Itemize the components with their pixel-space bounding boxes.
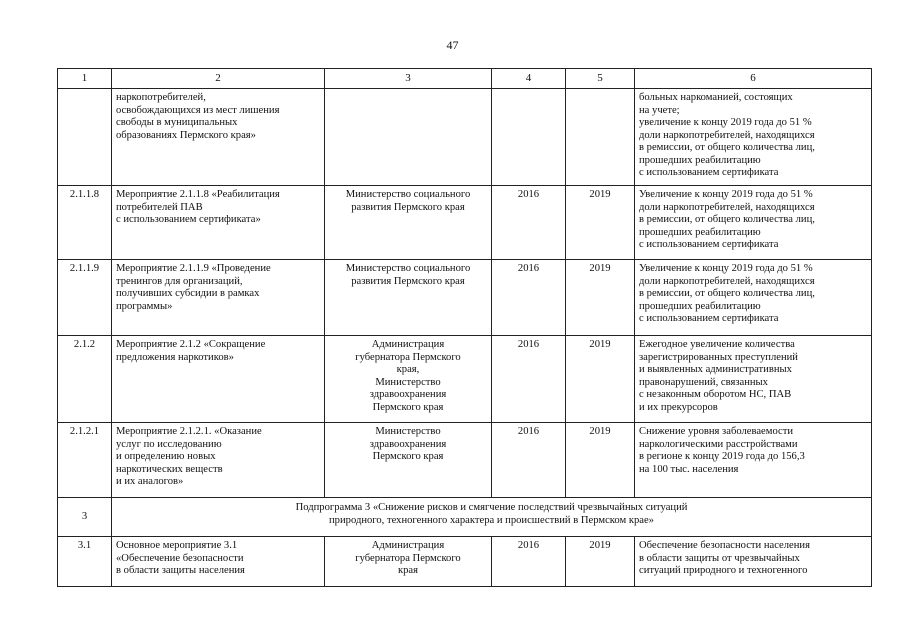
row-number bbox=[58, 89, 112, 186]
start-year: 2016 bbox=[492, 537, 566, 587]
activity-name: Мероприятие 2.1.1.9 «Проведение тренингов для организаций, получивших субсидии в рамках программы» bbox=[112, 260, 325, 336]
subprogram-title: Подпрограмма 3 «Снижение рисков и смягчение последствий чрезвычайных ситуаций природного, техногенного характера и происшествий в Пермском крае» bbox=[112, 498, 872, 537]
row-number: 2.1.1.9 bbox=[58, 260, 112, 336]
end-year bbox=[566, 89, 635, 186]
expected-result: Увеличение к концу 2019 года до 51 % доли наркопотребителей, находящихся в ремиссии, от общего количества лиц, прошедших реабилитацию с использованием сертификата bbox=[635, 260, 872, 336]
responsible: Министерство социального развития Пермского края bbox=[325, 260, 492, 336]
column-header-6: 6 bbox=[635, 69, 872, 89]
responsible: Министерство здравоохранения Пермского края bbox=[325, 423, 492, 498]
row-number: 2.1.2.1 bbox=[58, 423, 112, 498]
end-year: 2019 bbox=[566, 186, 635, 260]
responsible: Министерство социального развития Пермского края bbox=[325, 186, 492, 260]
expected-result: Увеличение к концу 2019 года до 51 % доли наркопотребителей, находящихся в ремиссии, от общего количества лиц, прошедших реабилитацию с использованием сертификата bbox=[635, 186, 872, 260]
activity-name: Мероприятие 2.1.2.1. «Оказание услуг по исследованию и определению новых наркотических веществ и их аналогов» bbox=[112, 423, 325, 498]
column-header-3: 3 bbox=[325, 69, 492, 89]
row-number: 2.1.1.8 bbox=[58, 186, 112, 260]
column-header-5: 5 bbox=[566, 69, 635, 89]
section-row bbox=[58, 498, 872, 537]
column-number-row bbox=[58, 69, 872, 89]
start-year: 2016 bbox=[492, 260, 566, 336]
responsible bbox=[325, 89, 492, 186]
table-row bbox=[58, 89, 872, 186]
start-year: 2016 bbox=[492, 186, 566, 260]
table-row bbox=[58, 186, 872, 260]
responsible: Администрация губернатора Пермского края, Министерство здравоохранения Пермского края bbox=[325, 336, 492, 423]
row-number: 3.1 bbox=[58, 537, 112, 587]
table-row bbox=[58, 423, 872, 498]
end-year: 2019 bbox=[566, 336, 635, 423]
expected-result: Обеспечение безопасности населения в области защиты от чрезвычайных ситуаций природного и техногенного bbox=[635, 537, 872, 587]
expected-result: больных наркоманией, состоящих на учете; увеличение к концу 2019 года до 51 % доли наркопотребителей, находящихся в ремиссии, от общего количества лиц, прошедших реабилитацию с использованием сертификата bbox=[635, 89, 872, 186]
page-number: 47 bbox=[446, 38, 459, 52]
row-number: 2.1.2 bbox=[58, 336, 112, 423]
column-header-1: 1 bbox=[58, 69, 112, 89]
column-header-4: 4 bbox=[492, 69, 566, 89]
end-year: 2019 bbox=[566, 537, 635, 587]
end-year: 2019 bbox=[566, 260, 635, 336]
expected-result: Снижение уровня заболеваемости наркологическими расстройствами в регионе к концу 2019 года до 156,3 на 100 тыс. населения bbox=[635, 423, 872, 498]
activity-name: Мероприятие 2.1.1.8 «Реабилитация потребителей ПАВ с использованием сертификата» bbox=[112, 186, 325, 260]
section-number: 3 bbox=[58, 498, 112, 537]
activity-name: Основное мероприятие 3.1 «Обеспечение безопасности в области защиты населения bbox=[112, 537, 325, 587]
activity-name: Мероприятие 2.1.2 «Сокращение предложения наркотиков» bbox=[112, 336, 325, 423]
start-year: 2016 bbox=[492, 336, 566, 423]
column-header-2: 2 bbox=[112, 69, 325, 89]
end-year: 2019 bbox=[566, 423, 635, 498]
activity-name: наркопотребителей, освобождающихся из мест лишения свободы в муниципальных образованиях Пермского края» bbox=[112, 89, 325, 186]
table-row bbox=[58, 537, 872, 587]
responsible: Администрация губернатора Пермского края bbox=[325, 537, 492, 587]
start-year: 2016 bbox=[492, 423, 566, 498]
table-row bbox=[58, 336, 872, 423]
expected-result: Ежегодное увеличение количества зарегистрированных преступлений и выявленных административных правонарушений, связанных с незаконным оборотом НС, ПАВ и их прекурсоров bbox=[635, 336, 872, 423]
program-table bbox=[57, 68, 872, 587]
start-year bbox=[492, 89, 566, 186]
table-row bbox=[58, 260, 872, 336]
